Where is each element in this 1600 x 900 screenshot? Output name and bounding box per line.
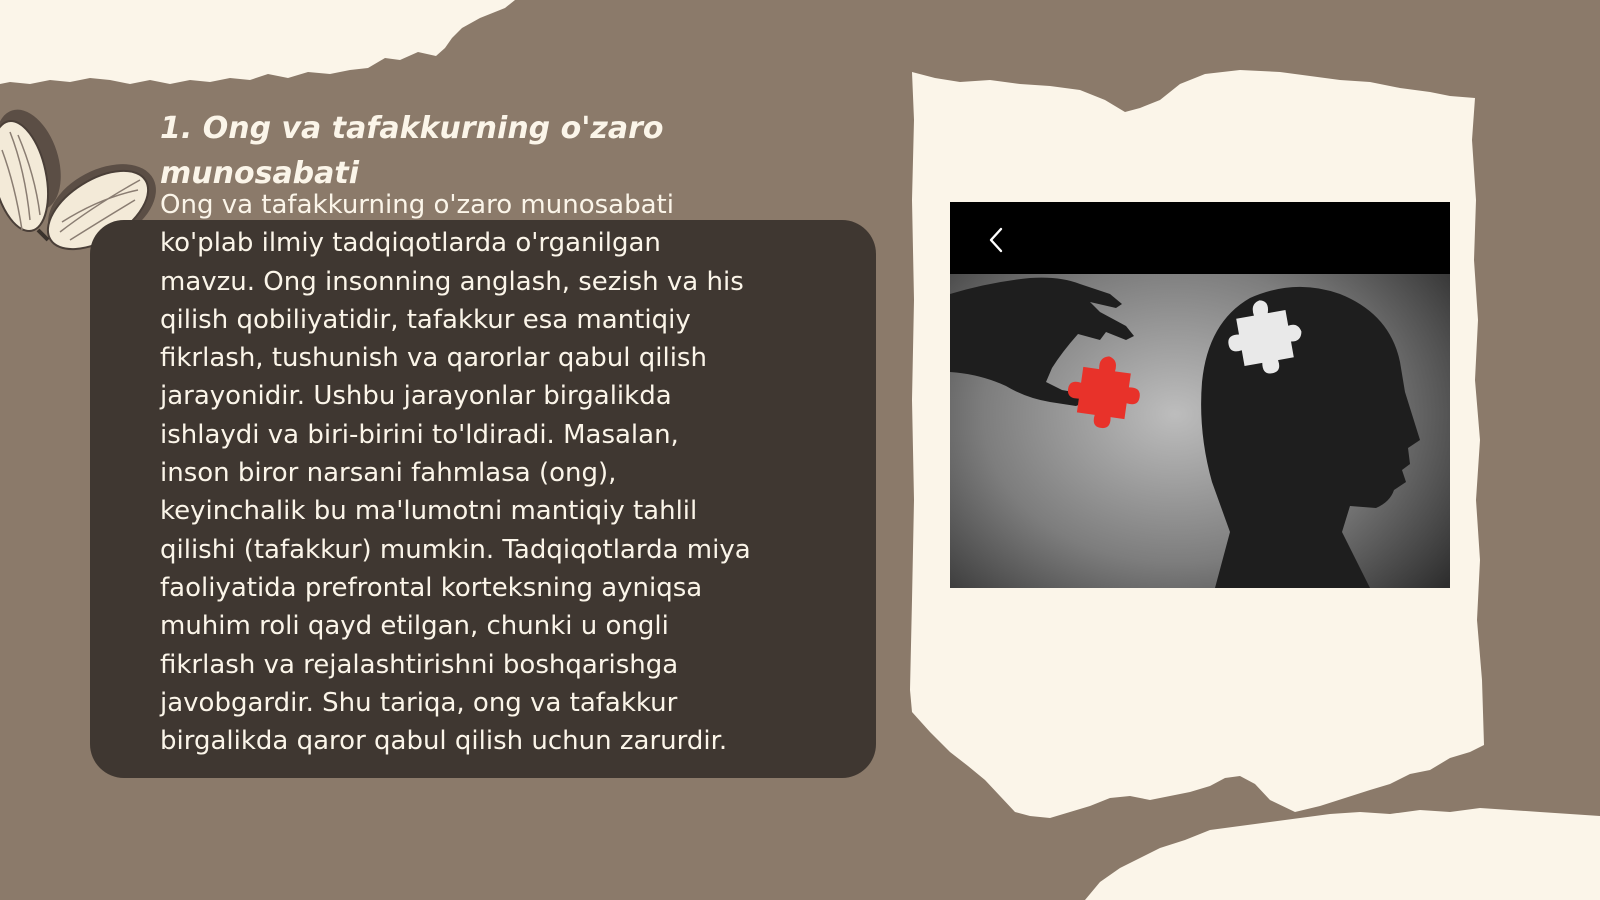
slide-body-text xyxy=(160,186,850,760)
torn-paper-bottom-right xyxy=(1085,808,1600,900)
body-line: mavzu. Ong insonning anglash, sezish va his xyxy=(160,266,744,297)
body-line: jarayonidir. Ushbu jarayonlar birgalikda xyxy=(160,381,672,412)
slide-title: 1. Ong va tafakkurning o'zaro munosabati xyxy=(160,111,664,191)
body-line: qilishi (tafakkur) mumkin. Tadqiqotlarda miya xyxy=(160,534,751,565)
chevron-left-icon xyxy=(985,225,1007,255)
body-line: fikrlash, tushunish va qarorlar qabul qilish xyxy=(160,343,707,374)
head-puzzle-image xyxy=(950,202,1450,588)
body-line: muhim roli qayd etilgan, chunki u ongli xyxy=(160,611,669,642)
body-line: ko'plab ilmiy tadqiqotlarda o'rganilgan xyxy=(160,228,661,259)
body-line: inson biror narsani fahmlasa (ong), xyxy=(160,458,617,489)
body-line: faoliyatida prefrontal korteksning ayniqsa xyxy=(160,572,703,603)
body-line: qilish qobiliyatidir, tafakkur esa mantiqiy xyxy=(160,304,691,335)
body-line: ishlaydi va biri-birini to'ldiradi. Masalan, xyxy=(160,419,679,450)
image-top-bar xyxy=(950,202,1450,274)
body-line: fikrlash va rejalashtirishni boshqarishga xyxy=(160,649,679,680)
back-button[interactable] xyxy=(976,220,1016,260)
body-line: Ong va tafakkurning o'zaro munosabati xyxy=(160,190,674,220)
torn-paper-top-left xyxy=(0,0,515,84)
body-line: keyinchalik bu ma'lumotni mantiqiy tahlil xyxy=(160,496,698,527)
body-line: birgalikda qaror qabul qilish uchun zarurdir. xyxy=(160,726,728,757)
body-line: javobgardir. Shu tariqa, ong va tafakkur xyxy=(160,687,678,718)
